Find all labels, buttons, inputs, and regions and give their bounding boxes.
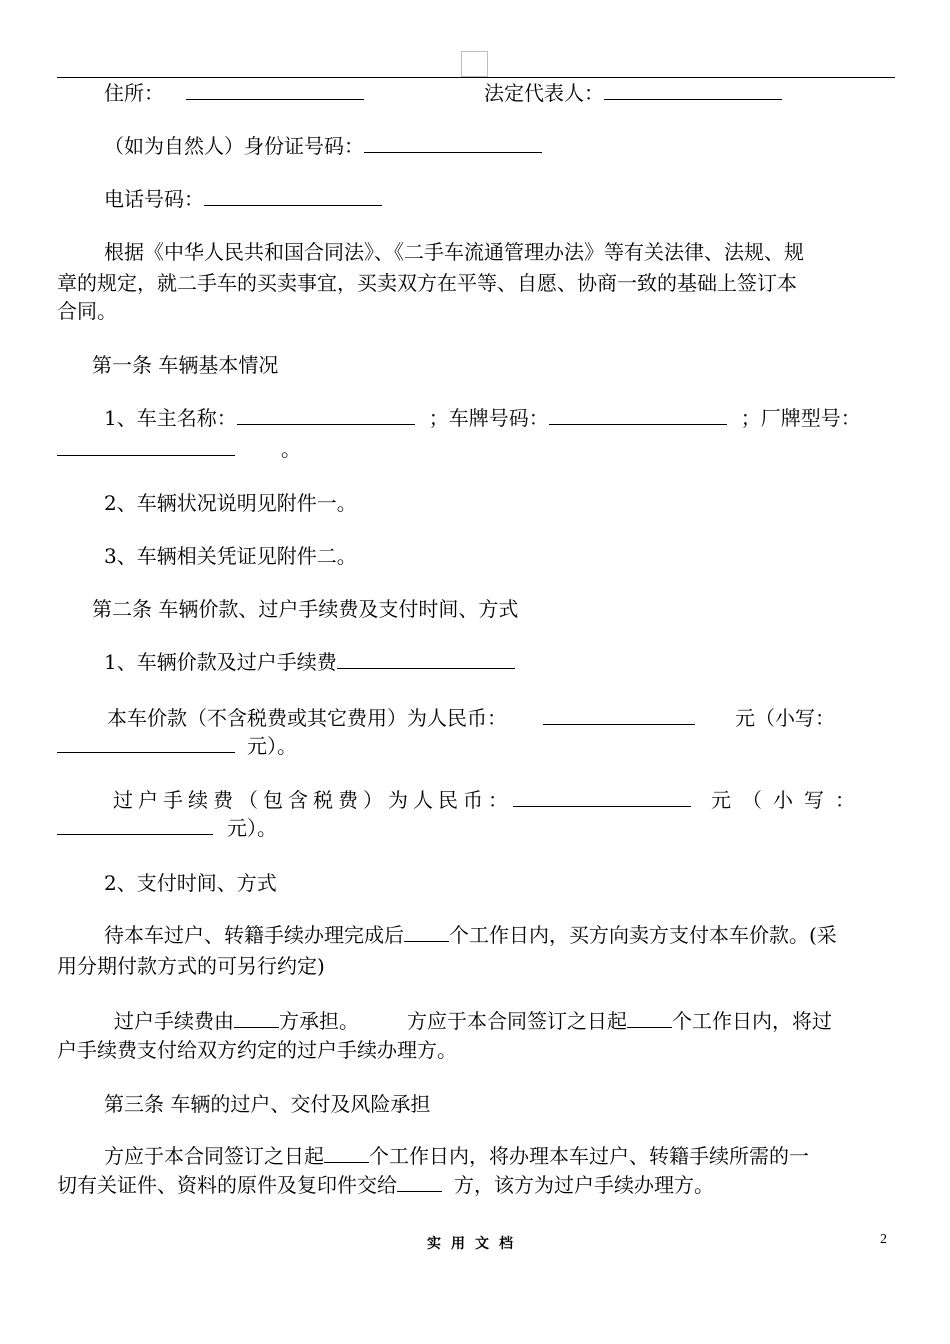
art2-item2: 2、支付时间、方式 bbox=[104, 871, 277, 895]
plate-number-blank[interactable] bbox=[549, 406, 727, 425]
residence-blank[interactable] bbox=[186, 81, 364, 100]
legal-rep-label: 法定代表人： bbox=[484, 81, 604, 105]
pay-days-blank[interactable] bbox=[404, 923, 449, 942]
price-unit: 元（小写： bbox=[735, 706, 835, 730]
fee-bear-party-blank[interactable] bbox=[234, 1009, 279, 1028]
legal-rep-blank[interactable] bbox=[604, 81, 782, 100]
fee-small-blank[interactable] bbox=[57, 816, 213, 835]
fee-bear-days-blank[interactable] bbox=[627, 1009, 672, 1028]
price-text: 本车价款（不含税费或其它费用）为人民币： bbox=[107, 706, 507, 730]
art3-line-2 bbox=[57, 1172, 714, 1198]
fee-bear-c: 方应于本合同签订之日起 bbox=[407, 1009, 627, 1033]
intro-line-3: 合同。 bbox=[57, 299, 117, 323]
fee-text: 过户手续费（包含税费）为人民币： bbox=[113, 788, 513, 812]
id-line bbox=[104, 133, 542, 159]
fee-bear-line bbox=[114, 1008, 832, 1034]
art1-item1-cont bbox=[57, 436, 301, 462]
id-blank[interactable] bbox=[364, 134, 542, 153]
price-small-blank[interactable] bbox=[57, 734, 235, 753]
fee-end: 元）。 bbox=[227, 816, 277, 840]
footer-label: 实用文档 bbox=[427, 1236, 523, 1252]
intro-line-1: 根据《中华人民共和国合同法》、《二手车流通管理办法》等有关法律、法规、规 bbox=[104, 240, 804, 264]
pay-line-1-b: 个工作日内，买方向卖方支付本车价款。(采 bbox=[449, 923, 837, 947]
price-blank[interactable] bbox=[543, 706, 695, 725]
id-label: （如为自然人）身份证号码： bbox=[104, 134, 364, 158]
art1-item2: 2、车辆状况说明见附件一。 bbox=[104, 491, 357, 515]
fee-bear-b: 方承担。 bbox=[279, 1009, 359, 1033]
header-marker-box bbox=[461, 51, 488, 77]
fee-bear-line-2: 户手续费支付给双方约定的过户手续办理方。 bbox=[57, 1038, 457, 1062]
price-line bbox=[107, 705, 835, 731]
art2-item1-line bbox=[104, 649, 515, 675]
model-blank[interactable] bbox=[57, 437, 235, 456]
art1-item3: 3、车辆相关凭证见附件二。 bbox=[104, 544, 357, 568]
pay-line-1-a: 待本车过户、转籍手续办理完成后 bbox=[104, 923, 404, 947]
model-label: ；厂牌型号： bbox=[740, 406, 861, 430]
art3-days-blank[interactable] bbox=[324, 1144, 369, 1163]
header-rule bbox=[57, 77, 895, 78]
pay-line-1 bbox=[104, 922, 837, 948]
owner-name-blank[interactable] bbox=[237, 406, 415, 425]
residence-label: 住所： bbox=[104, 81, 164, 105]
legal-rep-line bbox=[484, 80, 782, 106]
article-1-title: 第一条 车辆基本情况 bbox=[92, 353, 279, 377]
fee-line-cont bbox=[57, 815, 277, 841]
plate-number-label: ；车牌号码： bbox=[428, 406, 549, 430]
fee-bear-d: 个工作日内，将过 bbox=[672, 1009, 832, 1033]
art3-line-1 bbox=[104, 1143, 809, 1169]
owner-name-label: 1、车主名称： bbox=[104, 406, 237, 430]
art1-item1-end: 。 bbox=[281, 437, 301, 461]
fee-bear-a: 过户手续费由 bbox=[114, 1009, 234, 1033]
page-number: 2 bbox=[880, 1232, 887, 1247]
fee-unit: 元（小写： bbox=[711, 788, 866, 812]
phone-blank[interactable] bbox=[204, 187, 382, 206]
price-line-cont bbox=[57, 733, 297, 759]
art3-line-2-b: 方，该方为过户手续办理方。 bbox=[454, 1173, 714, 1197]
fee-blank[interactable] bbox=[513, 788, 691, 807]
art3-party-blank[interactable] bbox=[397, 1173, 442, 1192]
pay-line-2: 用分期付款方式的可另行约定) bbox=[57, 954, 325, 978]
article-2-title: 第二条 车辆价款、过户手续费及支付时间、方式 bbox=[92, 597, 519, 621]
art3-line-1-a: 方应于本合同签订之日起 bbox=[104, 1144, 324, 1168]
art2-item1-label: 1、车辆价款及过户手续费 bbox=[104, 650, 337, 674]
art3-line-1-b: 个工作日内，将办理本车过户、转籍手续所需的一 bbox=[369, 1144, 809, 1168]
art3-line-2-a: 切有关证件、资料的原件及复印件交给 bbox=[57, 1173, 397, 1197]
fee-line bbox=[113, 787, 866, 813]
phone-label: 电话号码： bbox=[104, 187, 204, 211]
residence-line bbox=[104, 80, 364, 106]
art1-item1-line bbox=[104, 405, 861, 431]
article-3-title: 第三条 车辆的过户、交付及风险承担 bbox=[104, 1092, 431, 1116]
intro-line-2: 章的规定，就二手车的买卖事宜，买卖双方在平等、自愿、协商一致的基础上签订本 bbox=[57, 271, 797, 295]
art2-item1-blank[interactable] bbox=[337, 650, 515, 669]
price-end: 元）。 bbox=[247, 734, 297, 758]
phone-line bbox=[104, 186, 382, 212]
